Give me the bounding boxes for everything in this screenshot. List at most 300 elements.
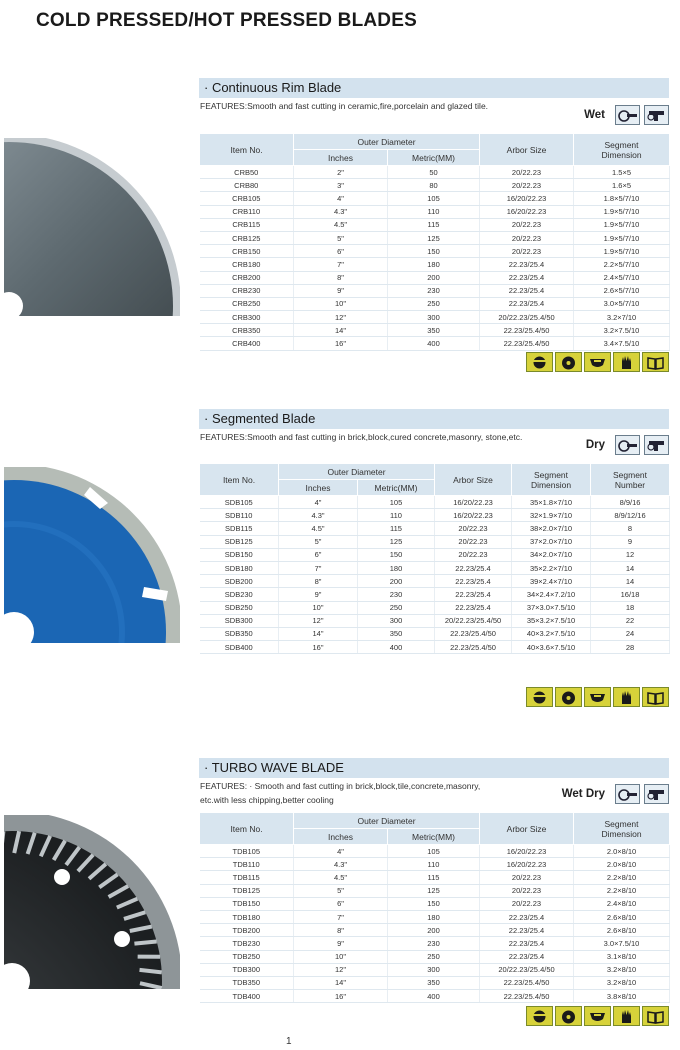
table-cell: 12"	[294, 963, 388, 976]
table-cell: 37×2.0×7/10	[512, 535, 591, 548]
usage-conditions	[584, 105, 669, 125]
table-cell: 34×2.0×7/10	[512, 548, 591, 561]
table-cell: 10"	[294, 297, 388, 310]
table-row	[200, 884, 670, 897]
table-cell: 2.6×8/10	[574, 910, 670, 923]
condition-label: Wet Dry	[561, 788, 605, 800]
table-row	[200, 271, 670, 284]
table-cell: SDB200	[200, 575, 279, 588]
table-row	[200, 845, 670, 858]
table-cell: SDB125	[200, 535, 279, 548]
table-row	[200, 575, 670, 588]
table-cell: CRB105	[200, 192, 294, 205]
col-arbor-size: Arbor Size	[480, 134, 574, 166]
table-cell: 20/22.23	[480, 245, 574, 258]
table-cell: 22.23/25.4	[480, 950, 574, 963]
cutting-disc-icon	[526, 352, 553, 372]
table-cell: 22.23/25.4	[480, 284, 574, 297]
table-cell: 20/22.23	[480, 884, 574, 897]
turbo-wave-section	[199, 758, 669, 1001]
table-cell: 22.23/25.4	[480, 924, 574, 937]
table-cell: 300	[388, 311, 480, 324]
table-cell: 115	[388, 218, 480, 231]
table-cell: 150	[388, 245, 480, 258]
table-cell: 4.5"	[279, 522, 358, 535]
table-cell: 7"	[294, 258, 388, 271]
col-inches: Inches	[279, 480, 358, 496]
blade-side-icon	[584, 352, 611, 372]
col-segment-dimension: Segment Dimension	[512, 464, 591, 496]
table-cell: 22.23/25.4	[480, 271, 574, 284]
table-cell: 16/20/22.23	[480, 205, 574, 218]
table-row	[200, 561, 670, 574]
table-cell: 1.6×5	[574, 179, 670, 192]
table-cell: 9	[591, 535, 670, 548]
section-title: · TURBO WAVE BLADE	[199, 758, 669, 778]
table-cell: CRB125	[200, 231, 294, 244]
table-cell: 105	[388, 845, 480, 858]
table-cell: 1.8×5/7/10	[574, 192, 670, 205]
book-icon	[642, 1006, 669, 1026]
features-text: FEATURES:Smooth and fast cutting in ceramic,fire,porcelain and glazed tile.	[200, 101, 489, 111]
table-cell: CRB150	[200, 245, 294, 258]
col-inches: Inches	[294, 150, 388, 166]
table-cell: 35×2.2×7/10	[512, 561, 591, 574]
table-cell: 24	[591, 627, 670, 640]
table-cell: 50	[388, 166, 480, 179]
table-cell: 22.23/25.4/50	[435, 627, 512, 640]
table-row	[200, 284, 670, 297]
page-number: 1	[286, 1036, 292, 1047]
col-segment-dimension: Segment Dimension	[574, 813, 670, 845]
segmented-blade-image	[4, 467, 180, 643]
table-cell: 3.4×7.5/10	[574, 337, 670, 350]
table-cell: 35×3.2×7.5/10	[512, 614, 591, 627]
section-title: · Segmented Blade	[199, 409, 669, 429]
table-row	[200, 963, 670, 976]
table-row	[200, 509, 670, 522]
table-cell: 22.23/25.4	[480, 910, 574, 923]
table-cell: 3.2×7.5/10	[574, 324, 670, 337]
table-cell: 7"	[294, 910, 388, 923]
table-cell: 230	[358, 588, 435, 601]
table-row	[200, 522, 670, 535]
table-cell: 105	[358, 496, 435, 509]
table-cell: 180	[358, 561, 435, 574]
table-cell: 250	[358, 601, 435, 614]
table-cell: 150	[388, 897, 480, 910]
application-icons	[526, 1006, 669, 1026]
usage-conditions	[586, 435, 669, 455]
table-row	[200, 588, 670, 601]
table-cell: CRB50	[200, 166, 294, 179]
table-cell: 6"	[294, 897, 388, 910]
table-cell: CRB115	[200, 218, 294, 231]
table-cell: CRB200	[200, 271, 294, 284]
table-cell: 16"	[294, 990, 388, 1003]
application-icons	[526, 687, 669, 707]
spec-table	[199, 812, 670, 1003]
table-cell: 22.23/25.4	[480, 258, 574, 271]
table-cell: 105	[388, 192, 480, 205]
table-cell: 22.23/25.4/50	[435, 641, 512, 654]
table-cell: TDB230	[200, 937, 294, 950]
col-item-no: Item No.	[200, 813, 294, 845]
table-row	[200, 311, 670, 324]
blade-side-icon	[584, 687, 611, 707]
table-cell: 2.6×8/10	[574, 924, 670, 937]
table-cell: 2.4×5/7/10	[574, 271, 670, 284]
table-row	[200, 950, 670, 963]
table-cell: CRB300	[200, 311, 294, 324]
table-cell: 20/22.23	[480, 218, 574, 231]
table-cell: 39×2.4×7/10	[512, 575, 591, 588]
table-cell: CRB110	[200, 205, 294, 218]
col-item-no: Item No.	[200, 464, 279, 496]
table-row	[200, 601, 670, 614]
table-cell: 1.9×5/7/10	[574, 218, 670, 231]
table-cell: 1.5×5	[574, 166, 670, 179]
table-cell: 150	[358, 548, 435, 561]
table-cell: 200	[388, 271, 480, 284]
col-outer-diameter: Outer Diameter	[294, 134, 480, 150]
table-cell: 300	[388, 963, 480, 976]
table-cell: TDB200	[200, 924, 294, 937]
table-cell: 230	[388, 937, 480, 950]
table-cell: 20/22.23/25.4/50	[480, 963, 574, 976]
table-cell: 32×1.9×7/10	[512, 509, 591, 522]
table-row	[200, 192, 670, 205]
table-cell: 1.9×5/7/10	[574, 245, 670, 258]
table-cell: 20/22.23/25.4/50	[480, 311, 574, 324]
col-metric: Metric(MM)	[388, 150, 480, 166]
circular-saw-icon	[644, 105, 669, 125]
table-cell: 200	[388, 924, 480, 937]
table-cell: 115	[358, 522, 435, 535]
turbo-wave-blade-image	[4, 815, 180, 989]
table-row	[200, 937, 670, 950]
table-cell: TDB400	[200, 990, 294, 1003]
table-cell: 16/20/22.23	[480, 858, 574, 871]
table-row	[200, 548, 670, 561]
table-row	[200, 258, 670, 271]
table-cell: SDB115	[200, 522, 279, 535]
table-cell: 22.23/25.4/50	[480, 324, 574, 337]
table-cell: 4.3"	[294, 858, 388, 871]
table-cell: 16"	[279, 641, 358, 654]
table-cell: 4.3"	[279, 509, 358, 522]
table-cell: TDB115	[200, 871, 294, 884]
table-row	[200, 496, 670, 509]
cutting-disc-icon	[526, 687, 553, 707]
table-cell: 40×3.2×7.5/10	[512, 627, 591, 640]
circular-saw-icon	[644, 784, 669, 804]
table-cell: TDB300	[200, 963, 294, 976]
table-cell: 6"	[279, 548, 358, 561]
table-cell: SDB300	[200, 614, 279, 627]
table-cell: TDB180	[200, 910, 294, 923]
circular-saw-icon	[644, 435, 669, 455]
table-cell: 20/22.23	[435, 548, 512, 561]
table-cell: TDB150	[200, 897, 294, 910]
continuous-rim-blade-image	[4, 138, 180, 316]
features-text: FEATURES:Smooth and fast cutting in brick,block,cured concrete,masonry, stone,etc.	[200, 432, 523, 442]
section-title: · Continuous Rim Blade	[199, 78, 669, 98]
table-cell: 2.6×5/7/10	[574, 284, 670, 297]
table-cell: 230	[388, 284, 480, 297]
table-cell: 16/20/22.23	[435, 509, 512, 522]
table-cell: 14"	[294, 976, 388, 989]
table-cell: 8	[591, 522, 670, 535]
table-cell: 5"	[279, 535, 358, 548]
features-text-line-2: etc.with less chipping,better cooling	[200, 795, 334, 805]
table-cell: 400	[358, 641, 435, 654]
table-cell: 20/22.23	[435, 535, 512, 548]
table-row	[200, 897, 670, 910]
table-cell: 22.23/25.4	[480, 937, 574, 950]
table-cell: 3.2×7/10	[574, 311, 670, 324]
table-cell: 250	[388, 950, 480, 963]
table-cell: 37×3.0×7.5/10	[512, 601, 591, 614]
glove-icon	[613, 687, 640, 707]
table-row	[200, 614, 670, 627]
table-row	[200, 535, 670, 548]
table-cell: 250	[388, 297, 480, 310]
col-segment-dimension: Segment Dimension	[574, 134, 670, 166]
table-row	[200, 871, 670, 884]
table-row	[200, 231, 670, 244]
table-cell: 16/18	[591, 588, 670, 601]
table-cell: 20/22.23	[435, 522, 512, 535]
book-icon	[642, 687, 669, 707]
features-text: FEATURES: · Smooth and fast cutting in brick,block,tile,concrete,masonry,	[200, 781, 481, 791]
table-row	[200, 337, 670, 350]
col-arbor-size: Arbor Size	[480, 813, 574, 845]
blade-front-icon	[555, 687, 582, 707]
table-cell: 110	[388, 205, 480, 218]
table-cell: 4.5"	[294, 871, 388, 884]
table-cell: 22.23/25.4/50	[480, 990, 574, 1003]
table-cell: 28	[591, 641, 670, 654]
table-cell: 125	[388, 231, 480, 244]
table-row	[200, 218, 670, 231]
table-cell: 125	[358, 535, 435, 548]
table-body	[200, 166, 670, 351]
table-cell: 4"	[294, 192, 388, 205]
table-cell: CRB80	[200, 179, 294, 192]
table-cell: 16/20/22.23	[435, 496, 512, 509]
table-cell: TDB250	[200, 950, 294, 963]
table-row	[200, 910, 670, 923]
table-cell: 350	[358, 627, 435, 640]
table-cell: SDB400	[200, 641, 279, 654]
table-cell: 40×3.6×7.5/10	[512, 641, 591, 654]
table-cell: 22.23/25.4/50	[480, 976, 574, 989]
table-cell: 8/9/12/16	[591, 509, 670, 522]
blade-front-icon	[555, 352, 582, 372]
table-row	[200, 858, 670, 871]
table-cell: 20/22.23	[480, 179, 574, 192]
table-cell: SDB230	[200, 588, 279, 601]
table-cell: 12"	[294, 311, 388, 324]
table-cell: 16/20/22.23	[480, 192, 574, 205]
col-item-no: Item No.	[200, 134, 294, 166]
table-cell: 12"	[279, 614, 358, 627]
table-cell: 10"	[279, 601, 358, 614]
table-cell: 2.2×8/10	[574, 871, 670, 884]
table-cell: 110	[358, 509, 435, 522]
table-cell: 6"	[294, 245, 388, 258]
table-cell: CRB350	[200, 324, 294, 337]
table-cell: 22.23/25.4	[435, 588, 512, 601]
table-cell: 14	[591, 575, 670, 588]
table-cell: 7"	[279, 561, 358, 574]
table-cell: 2.2×5/7/10	[574, 258, 670, 271]
table-cell: 350	[388, 976, 480, 989]
table-cell: 8"	[279, 575, 358, 588]
col-inches: Inches	[294, 829, 388, 845]
spec-table	[199, 463, 670, 654]
table-cell: 1.9×5/7/10	[574, 205, 670, 218]
table-cell: 22.23/25.4	[435, 601, 512, 614]
book-icon	[642, 352, 669, 372]
angle-grinder-icon	[615, 435, 640, 455]
table-cell: 3.0×7.5/10	[574, 937, 670, 950]
table-cell: 3.0×5/7/10	[574, 297, 670, 310]
table-cell: 300	[358, 614, 435, 627]
table-cell: 2"	[294, 166, 388, 179]
cutting-disc-icon	[526, 1006, 553, 1026]
table-cell: 35×1.8×7/10	[512, 496, 591, 509]
table-cell: 350	[388, 324, 480, 337]
table-cell: CRB230	[200, 284, 294, 297]
table-cell: CRB250	[200, 297, 294, 310]
table-cell: 80	[388, 179, 480, 192]
table-body	[200, 845, 670, 1003]
table-cell: TDB125	[200, 884, 294, 897]
table-cell: 16"	[294, 337, 388, 350]
table-cell: 180	[388, 258, 480, 271]
table-cell: 4.5"	[294, 218, 388, 231]
table-cell: 200	[358, 575, 435, 588]
usage-conditions	[562, 784, 669, 804]
table-cell: 14"	[279, 627, 358, 640]
table-cell: 20/22.23	[480, 871, 574, 884]
table-cell: 2.4×8/10	[574, 897, 670, 910]
table-cell: 3.2×8/10	[574, 963, 670, 976]
table-cell: 22	[591, 614, 670, 627]
table-cell: 22.23/25.4	[435, 561, 512, 574]
condition-label: Wet	[584, 109, 605, 121]
glove-icon	[613, 1006, 640, 1026]
table-row	[200, 641, 670, 654]
table-row	[200, 324, 670, 337]
page-title: COLD PRESSED/HOT PRESSED BLADES	[36, 10, 417, 31]
table-cell: 18	[591, 601, 670, 614]
table-cell: 5"	[294, 231, 388, 244]
table-cell: 4"	[279, 496, 358, 509]
table-cell: SDB250	[200, 601, 279, 614]
table-cell: SDB105	[200, 496, 279, 509]
table-row	[200, 990, 670, 1003]
table-cell: 9"	[279, 588, 358, 601]
table-cell: 14	[591, 561, 670, 574]
col-segment-number: Segment Number	[591, 464, 670, 496]
table-body	[200, 496, 670, 654]
condition-label: Dry	[585, 439, 605, 451]
table-cell: 9"	[294, 284, 388, 297]
table-cell: 1.9×5/7/10	[574, 231, 670, 244]
table-cell: 2.0×8/10	[574, 858, 670, 871]
table-cell: 115	[388, 871, 480, 884]
col-metric: Metric(MM)	[358, 480, 435, 496]
table-row	[200, 627, 670, 640]
table-cell: SDB150	[200, 548, 279, 561]
table-cell: 22.23/25.4/50	[480, 337, 574, 350]
table-cell: 34×2.4×7.2/10	[512, 588, 591, 601]
table-cell: SDB180	[200, 561, 279, 574]
table-cell: 180	[388, 910, 480, 923]
glove-icon	[613, 352, 640, 372]
table-cell: 20/22.23	[480, 231, 574, 244]
table-cell: 3"	[294, 179, 388, 192]
angle-grinder-icon	[615, 105, 640, 125]
table-cell: 3.1×8/10	[574, 950, 670, 963]
table-row	[200, 924, 670, 937]
table-cell: 10"	[294, 950, 388, 963]
table-cell: 400	[388, 990, 480, 1003]
table-cell: 20/22.23/25.4/50	[435, 614, 512, 627]
table-row	[200, 166, 670, 179]
col-arbor-size: Arbor Size	[435, 464, 512, 496]
application-icons	[526, 352, 669, 372]
table-cell: 9"	[294, 937, 388, 950]
col-outer-diameter: Outer Diameter	[294, 813, 480, 829]
table-cell: TDB110	[200, 858, 294, 871]
table-cell: 20/22.23	[480, 166, 574, 179]
table-cell: 125	[388, 884, 480, 897]
table-cell: 2.0×8/10	[574, 845, 670, 858]
table-row	[200, 179, 670, 192]
table-cell: CRB400	[200, 337, 294, 350]
table-cell: 400	[388, 337, 480, 350]
table-cell: 2.2×8/10	[574, 884, 670, 897]
col-metric: Metric(MM)	[388, 829, 480, 845]
table-cell: 4"	[294, 845, 388, 858]
table-cell: 4.3"	[294, 205, 388, 218]
table-cell: TDB350	[200, 976, 294, 989]
blade-front-icon	[555, 1006, 582, 1026]
table-cell: 14"	[294, 324, 388, 337]
table-cell: 8"	[294, 271, 388, 284]
table-row	[200, 976, 670, 989]
table-cell: 12	[591, 548, 670, 561]
table-cell: 22.23/25.4	[435, 575, 512, 588]
blade-side-icon	[584, 1006, 611, 1026]
table-row	[200, 245, 670, 258]
table-cell: 3.2×8/10	[574, 976, 670, 989]
col-outer-diameter: Outer Diameter	[279, 464, 435, 480]
table-cell: 5"	[294, 884, 388, 897]
spec-table	[199, 133, 670, 351]
table-cell: CRB180	[200, 258, 294, 271]
table-cell: 22.23/25.4	[480, 297, 574, 310]
table-cell: TDB105	[200, 845, 294, 858]
table-cell: SDB350	[200, 627, 279, 640]
table-row	[200, 205, 670, 218]
table-cell: 38×2.0×7/10	[512, 522, 591, 535]
table-cell: 20/22.23	[480, 897, 574, 910]
